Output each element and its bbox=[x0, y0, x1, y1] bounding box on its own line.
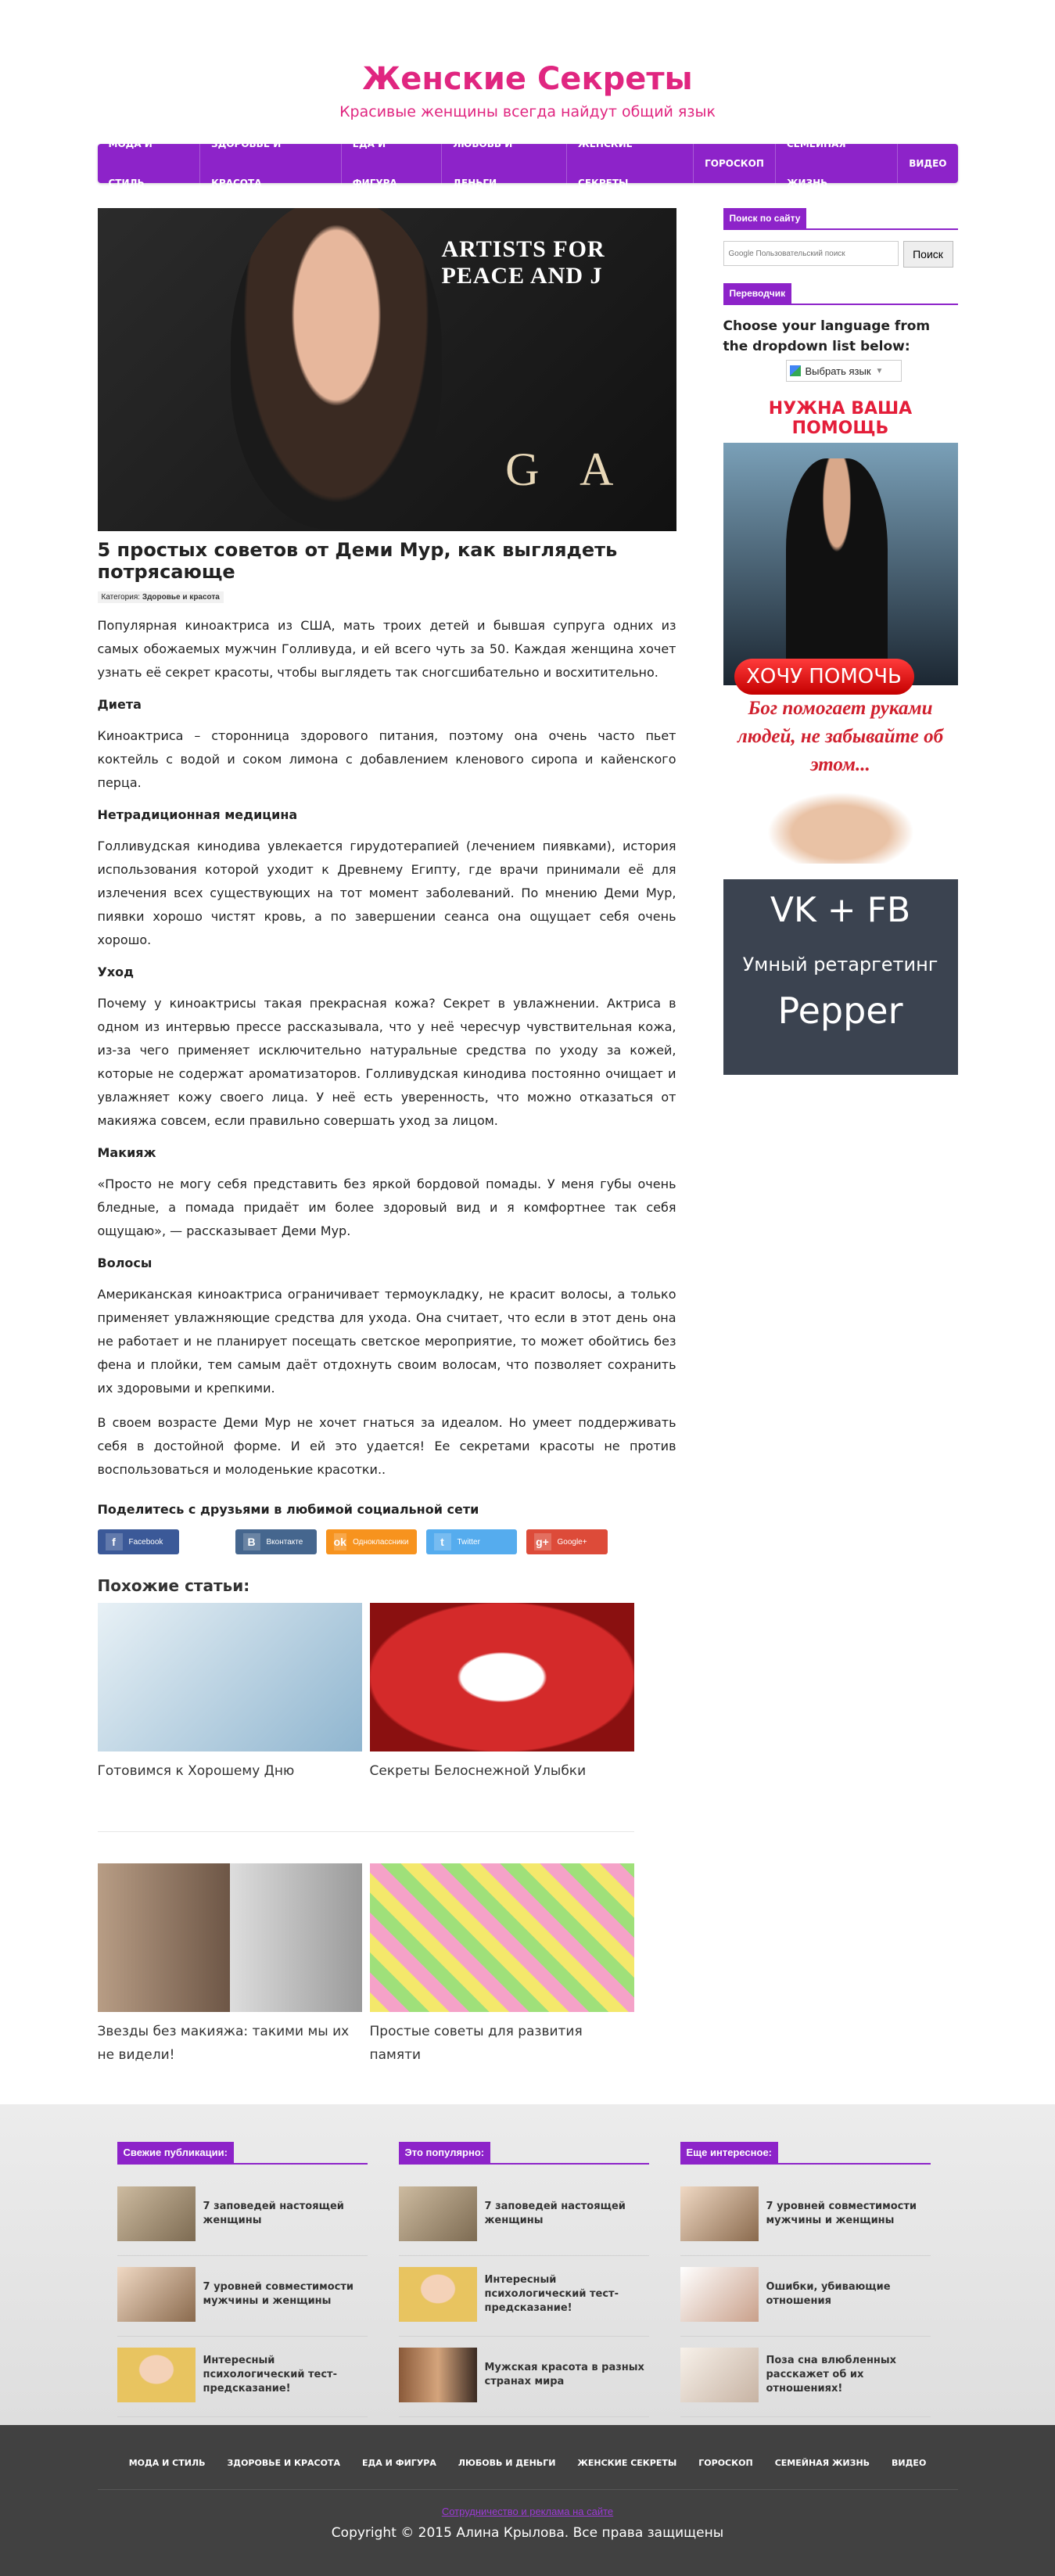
main-content bbox=[98, 208, 676, 2107]
language-select-label: Выбрать язык bbox=[805, 365, 871, 377]
post-body bbox=[98, 614, 676, 1482]
ad-line: Pepper bbox=[777, 990, 903, 1032]
share-label: Twitter bbox=[457, 1537, 480, 1547]
list-item[interactable] bbox=[399, 2256, 649, 2337]
related-caption[interactable]: Звезды без макияжа: такими мы их не видели! bbox=[97, 2024, 350, 2063]
site-tagline: Красивые женщины всегда найдут общий язык bbox=[339, 103, 716, 120]
nav-item-video[interactable]: ВИДЕО bbox=[897, 144, 957, 183]
list-item[interactable] bbox=[117, 2256, 368, 2337]
related-caption[interactable]: Секреты Белоснежной Улыбки bbox=[369, 1763, 587, 1779]
footer-widget-popular bbox=[399, 2142, 649, 2417]
post-paragraph: Американская киноактриса ограничивает термоукладку, не красит волосы, а только применяет увлажняющие средства для ухода. Она считает, что если в этот день она не работает и не планирует посещать светское мероприятие, то может обойтись без фена и плойки, тем самым даёт отдохнуть своим волосам, что позволяет сохранить их здоровыми и крепкими. bbox=[97, 1287, 676, 1396]
footer-nav-item[interactable]: ЛЮБОВЬ И ДЕНЬГИ bbox=[458, 2458, 556, 2468]
item-title[interactable]: 7 уровней совместимости мужчины и женщины bbox=[203, 2281, 354, 2307]
related-caption[interactable]: Простые советы для развития памяти bbox=[369, 2024, 583, 2063]
nav-item-family[interactable]: СЕМЕЙНАЯ ЖИЗНЬ bbox=[775, 124, 897, 203]
share-ok-button[interactable] bbox=[326, 1529, 417, 1554]
post-paragraph: Голливудская кинодива увлекается гирудотерапией (лечением пиявками), история использования которой уходит к Древнему Египту, где врачи принимали её для излечения всех существующих на тот момент заболеваний. По мнению Деми Мур, пиявки хорошо чистят кровь, а по завершении сеанса она ощущает себя очень хорошо. bbox=[97, 839, 676, 947]
help-button[interactable]: ХОЧУ ПОМОЧЬ bbox=[734, 659, 914, 695]
share-title: Поделитесь с друзьями в любимой социальной сети bbox=[97, 1502, 479, 1517]
sidebar bbox=[723, 208, 958, 2107]
google-plus-icon: g+ bbox=[534, 1533, 551, 1550]
item-title[interactable]: 7 уровней совместимости мужчины и женщины bbox=[766, 2201, 917, 2226]
widget-title: Это популярно: bbox=[399, 2142, 491, 2163]
related-thumb[interactable] bbox=[98, 1603, 362, 1751]
post-paragraph: Киноактриса – сторонница здорового питания, поэтому она очень часто пьет коктейль с водой и соком лимона с добавлением кленового сиропа и кайенского перца. bbox=[97, 728, 676, 790]
chevron-down-icon: ▼ bbox=[875, 366, 884, 375]
thumb[interactable] bbox=[117, 2348, 196, 2402]
share-label: Вконтакте bbox=[266, 1537, 303, 1547]
item-title[interactable]: Интересный психологический тест-предсказание! bbox=[484, 2274, 619, 2314]
thumb[interactable] bbox=[117, 2186, 196, 2241]
post-subheading: Уход bbox=[97, 965, 135, 979]
google-translate-icon bbox=[790, 365, 801, 376]
post-category bbox=[98, 591, 224, 603]
hero-portrait bbox=[231, 208, 442, 529]
nav-item-secrets[interactable]: ЖЕНСКИЕ СЕКРЕТЫ bbox=[566, 124, 693, 203]
help-banner-title: НУЖНА ВАША ПОМОЩЬ bbox=[768, 399, 913, 438]
list-item[interactable] bbox=[680, 2175, 931, 2256]
widget-title-search: Поиск по сайту bbox=[723, 208, 807, 228]
translate-text: Choose your language from the dropdown list below: bbox=[723, 318, 931, 354]
vk-icon: B bbox=[243, 1533, 260, 1550]
related-thumb[interactable] bbox=[370, 1863, 634, 2012]
related-article[interactable] bbox=[370, 1863, 634, 2067]
footer-widget-fresh bbox=[117, 2142, 368, 2417]
footer-widgets bbox=[0, 2104, 1055, 2425]
share-vk-button[interactable] bbox=[235, 1529, 317, 1554]
post-paragraph: В своем возрасте Деми Мур не хочет гнаться за идеалом. Но умеет поддерживать себя в достойной форме. И ей это удается! Ее секретами красоты не против воспользоваться и молоденькие красотки.. bbox=[97, 1415, 676, 1477]
search-input[interactable] bbox=[723, 241, 899, 266]
thumb[interactable] bbox=[399, 2348, 477, 2402]
ad-line: Умный ретаргетинг bbox=[742, 954, 938, 975]
nav-item-food[interactable]: ЕДА И ФИГУРА bbox=[341, 124, 442, 203]
help-photo bbox=[723, 443, 958, 685]
related-thumb[interactable] bbox=[98, 1863, 362, 2012]
list-item[interactable] bbox=[399, 2175, 649, 2256]
footer-nav-item[interactable]: ЗДОРОВЬЕ И КРАСОТА bbox=[227, 2458, 340, 2468]
list-item[interactable] bbox=[117, 2337, 368, 2417]
list-item[interactable] bbox=[399, 2337, 649, 2417]
thumb[interactable] bbox=[680, 2186, 759, 2241]
related-caption[interactable]: Готовимся к Хорошему Дню bbox=[97, 1763, 295, 1779]
help-banner[interactable] bbox=[723, 394, 958, 864]
hero-logo-text: G A bbox=[505, 444, 630, 495]
related-article[interactable] bbox=[98, 1863, 362, 2067]
footer-nav-item[interactable]: ГОРОСКОП bbox=[698, 2458, 753, 2468]
footer-nav-item[interactable]: ЕДА И ФИГУРА bbox=[362, 2458, 436, 2468]
share-label: Одноклассники bbox=[353, 1537, 409, 1547]
item-title[interactable]: Интересный психологический тест-предсказание! bbox=[203, 2355, 337, 2395]
post-title: 5 простых советов от Деми Мур, как выглядеть потрясающе bbox=[97, 539, 618, 583]
related-thumb[interactable] bbox=[370, 1603, 634, 1751]
item-title[interactable]: Мужская красота в разных странах мира bbox=[484, 2362, 644, 2387]
footer-nav bbox=[98, 2425, 958, 2490]
hands-image bbox=[755, 785, 927, 864]
nav-item-horoscope[interactable]: ГОРОСКОП bbox=[693, 144, 775, 183]
facebook-icon: f bbox=[106, 1533, 123, 1550]
footer-nav-item[interactable]: МОДА И СТИЛЬ bbox=[128, 2458, 206, 2468]
thumb[interactable] bbox=[399, 2186, 477, 2241]
thumb[interactable] bbox=[117, 2267, 196, 2322]
nav-item-health[interactable]: ЗДОРОВЬЕ И КРАСОТА bbox=[199, 124, 341, 203]
list-item[interactable] bbox=[680, 2256, 931, 2337]
share-facebook-button[interactable] bbox=[98, 1529, 179, 1554]
widget-title: Свежие публикации: bbox=[117, 2142, 234, 2163]
item-title[interactable]: 7 заповедей настоящей женщины bbox=[203, 2201, 344, 2226]
post-subheading: Диета bbox=[97, 697, 142, 712]
share-buttons bbox=[98, 1529, 676, 1554]
post-paragraph: Почему у киноактрисы такая прекрасная кожа? Секрет в увлажнении. Актриса в одном из интервью прессе рассказывала, что у неё чересчур чувствительная кожа, из-за чего применяет исключительно натуральные средства по уходу за кожей, которые не содержат ароматизаторов. Голливудская кинодива постоянно очищает и увлажняет кожу своего лица. У неё есть уверенность, что можно отказаться от макияжа совсем, если правильно совершать уход за лицом. bbox=[97, 996, 676, 1128]
related-articles bbox=[98, 1603, 634, 2107]
footer-widget-more bbox=[680, 2142, 931, 2417]
share-google-button[interactable] bbox=[526, 1529, 608, 1554]
thumb[interactable] bbox=[680, 2348, 759, 2402]
post-paragraph: Популярная киноактриса из США, мать троих детей и бывшая супруга одних из самых обожаемых мужчин Голливуда, и ей всего чуть за 50. Каждая женщина хочет узнать её секрет красоты, чтобы выглядеть так сногсшибательно и восхитительно. bbox=[97, 618, 676, 680]
list-item[interactable] bbox=[680, 2337, 931, 2417]
footer-nav-item[interactable]: ЖЕНСКИЕ СЕКРЕТЫ bbox=[577, 2458, 677, 2468]
ok-icon: ok bbox=[334, 1533, 347, 1550]
post-hero-image bbox=[98, 208, 676, 531]
hero-banner-text: ARTISTS FOR PEACE AND J bbox=[441, 236, 605, 289]
share-label: Google+ bbox=[557, 1537, 587, 1547]
share-label: Facebook bbox=[128, 1537, 163, 1547]
footer-nav-item[interactable]: СЕМЕЙНАЯ ЖИЗНЬ bbox=[774, 2458, 870, 2468]
post-subheading: Макияж bbox=[97, 1145, 156, 1160]
nav-item-fashion[interactable]: МОДА И СТИЛЬ bbox=[108, 138, 153, 189]
search-form bbox=[723, 241, 958, 268]
copyright: Copyright © 2015 Алина Крылова. Все права защищены bbox=[331, 2525, 724, 2541]
post-subheading: Волосы bbox=[97, 1256, 153, 1270]
related-title: Похожие статьи: bbox=[97, 1576, 250, 1595]
site-title[interactable]: Женские Секреты bbox=[362, 61, 693, 97]
thumb[interactable] bbox=[680, 2267, 759, 2322]
divider bbox=[98, 1831, 634, 1832]
widget-title: Еще интересное: bbox=[680, 2142, 779, 2163]
post-paragraph: «Просто не могу себя представить без яркой бордовой помады. У меня губы очень бледные, а помада придаёт им более здоровый вид и я комфортнее так себя ощущаю», — рассказывает Деми Мур. bbox=[97, 1177, 676, 1238]
list-item[interactable] bbox=[117, 2175, 368, 2256]
advertising-link[interactable]: Сотрудничество и реклама на сайте bbox=[441, 2506, 614, 2517]
footer-nav-item[interactable]: ВИДЕО bbox=[892, 2458, 927, 2468]
post-subheading: Нетрадиционная медицина bbox=[97, 807, 298, 822]
share-twitter-button[interactable] bbox=[426, 1529, 517, 1554]
category-label: Категория: bbox=[101, 593, 141, 602]
nav-item-love[interactable]: ЛЮБОВЬ И ДЕНЬГИ bbox=[441, 124, 566, 203]
widget-title-translate: Переводчик bbox=[723, 283, 792, 304]
related-article[interactable] bbox=[98, 1603, 362, 1783]
twitter-icon: t bbox=[434, 1533, 451, 1550]
category-link[interactable]: Здоровье и красота bbox=[142, 593, 220, 602]
item-title[interactable]: Ошибки, убивающие отношения bbox=[766, 2281, 891, 2307]
thumb[interactable] bbox=[399, 2267, 477, 2322]
search-button[interactable]: Поиск bbox=[903, 241, 953, 268]
related-article[interactable] bbox=[370, 1603, 634, 1783]
main-nav bbox=[98, 138, 958, 189]
ad-line: VK + FB bbox=[770, 890, 911, 930]
item-title[interactable]: Поза сна влюбленных расскажет об их отношениях! bbox=[766, 2355, 897, 2395]
site-footer bbox=[0, 2425, 1055, 2576]
help-quote: Бог помогает руками людей, не забывайте об этом... bbox=[737, 698, 944, 775]
item-title[interactable]: 7 заповедей настоящей женщины bbox=[484, 2201, 626, 2226]
language-select[interactable] bbox=[786, 360, 902, 382]
ad-banner[interactable] bbox=[723, 879, 958, 1075]
